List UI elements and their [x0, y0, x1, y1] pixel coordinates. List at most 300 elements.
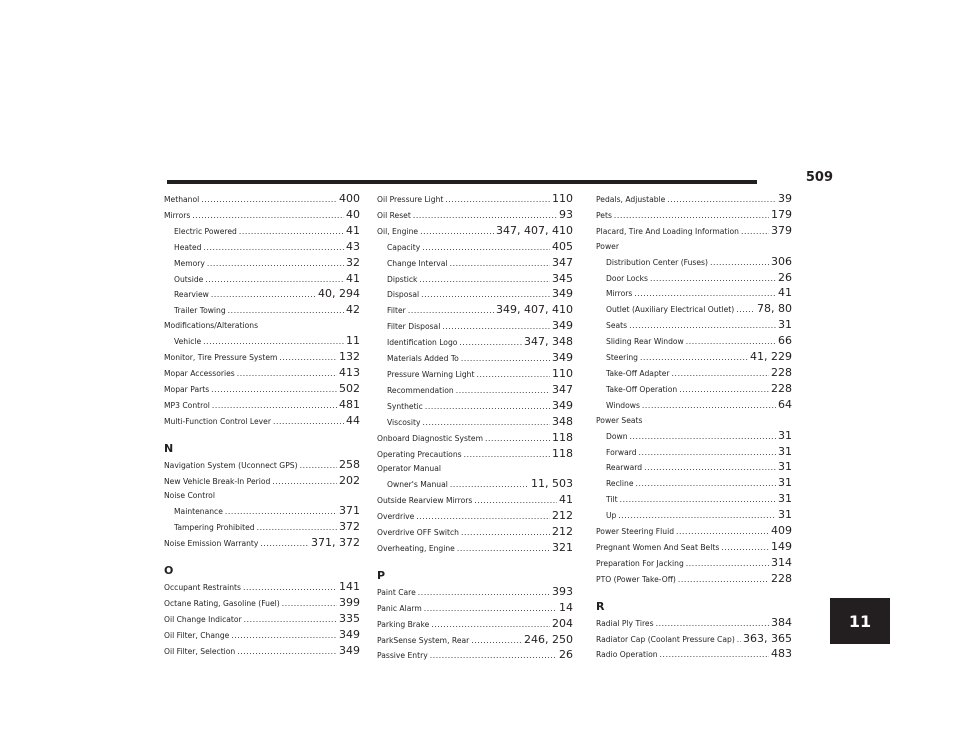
dot-leader: [212, 399, 337, 414]
index-subentry[interactable]: [377, 287, 573, 303]
entry-term: Octane Rating, Gasoline (Fuel): [164, 598, 280, 608]
entry-page-ref[interactable]: 228: [771, 571, 792, 585]
entry-term: Electric Powered: [174, 226, 237, 236]
entry-term: Paint Care: [377, 587, 416, 597]
dot-leader: [205, 273, 344, 288]
index-subentry[interactable]: [164, 256, 360, 272]
dot-leader: [419, 273, 550, 288]
dot-leader: [456, 384, 550, 399]
dot-leader: [243, 581, 337, 596]
entry-page-ref[interactable]: 43: [346, 239, 360, 253]
entry-term: Oil Reset: [377, 210, 411, 220]
index-entry[interactable]: [377, 633, 573, 649]
entry-term: Distribution Center (Fuses): [606, 257, 708, 267]
index-subentry[interactable]: [596, 429, 792, 445]
entry-page-ref[interactable]: 179: [771, 207, 792, 221]
entry-term: Pregnant Women And Seat Belts: [596, 542, 720, 552]
index-entry[interactable]: [377, 585, 573, 601]
dot-leader: [461, 526, 550, 541]
dot-leader: [237, 367, 337, 382]
entry-term: Pets: [596, 210, 612, 220]
index-subentry[interactable]: [164, 272, 360, 288]
dot-leader: [413, 209, 557, 224]
entry-term: Placard, Tire And Loading Information: [596, 226, 739, 236]
dot-leader: [207, 257, 344, 272]
dot-leader: [211, 383, 337, 398]
dot-leader: [461, 352, 550, 367]
dot-leader: [686, 557, 769, 572]
index-entry[interactable]: [596, 616, 792, 632]
entry-page-ref[interactable]: 78, 80: [757, 302, 792, 316]
index-entry[interactable]: [164, 458, 360, 474]
index-subentry[interactable]: [164, 240, 360, 256]
dot-leader: [239, 225, 344, 240]
index-letter-heading: P: [377, 568, 386, 582]
index-entry[interactable]: [596, 414, 792, 429]
entry-page-ref[interactable]: 118: [552, 430, 573, 444]
index-entry[interactable]: [377, 648, 573, 664]
index-entry[interactable]: [377, 493, 573, 509]
dot-leader: [279, 351, 337, 366]
dot-leader: [741, 225, 769, 240]
dot-leader: [736, 303, 755, 318]
entry-page-ref[interactable]: 11, 503: [531, 477, 573, 491]
index-subentry[interactable]: [377, 415, 573, 431]
entry-page-ref[interactable]: 110: [552, 366, 573, 380]
entry-page-ref[interactable]: 349: [552, 287, 573, 301]
entry-term: Rearview: [174, 290, 209, 300]
entry-term: Power Seats: [596, 415, 643, 425]
dot-leader: [273, 415, 344, 430]
entry-term: Passive Entry: [377, 651, 428, 661]
index-letter-heading: R: [596, 599, 605, 613]
entry-page-ref[interactable]: 26: [559, 648, 573, 662]
index-column-2: [377, 192, 573, 664]
index-subentry[interactable]: [596, 350, 792, 366]
entry-term: Vehicle: [174, 337, 202, 347]
index-entry[interactable]: [164, 580, 360, 596]
index-entry[interactable]: [596, 632, 792, 648]
index-entry[interactable]: [377, 208, 573, 224]
entry-page-ref[interactable]: 371, 372: [311, 536, 360, 550]
index-subentry[interactable]: [596, 255, 792, 271]
entry-term: MP3 Control: [164, 400, 210, 410]
dot-leader: [282, 597, 337, 612]
index-entry[interactable]: [377, 617, 573, 633]
entry-page-ref[interactable]: 306: [771, 254, 792, 268]
entry-page-ref[interactable]: 31: [778, 476, 792, 490]
dot-leader: [420, 225, 494, 240]
index-entry[interactable]: [377, 541, 573, 557]
index-subentry[interactable]: [596, 382, 792, 398]
index-entry[interactable]: [596, 240, 792, 255]
entry-term: Recommendation: [387, 385, 454, 395]
section-tab[interactable]: 11: [830, 598, 890, 644]
index-entry[interactable]: [164, 628, 360, 644]
entry-term: Maintenance: [174, 507, 223, 517]
dot-leader: [416, 510, 550, 525]
entry-page-ref[interactable]: 31: [778, 460, 792, 474]
entry-page-ref[interactable]: 11: [346, 334, 360, 348]
index-entry[interactable]: [596, 647, 792, 663]
entry-term: Overheating, Engine: [377, 543, 455, 553]
entry-page-ref[interactable]: 409: [771, 524, 792, 538]
entry-term: Seats: [606, 321, 628, 331]
entry-term: Mopar Accessories: [164, 368, 235, 378]
dot-leader: [650, 272, 776, 287]
index-subentry[interactable]: [377, 399, 573, 415]
index-entry[interactable]: [164, 536, 360, 552]
entry-term: Radial Ply Tires: [596, 618, 654, 628]
entry-term: Identification Logo: [387, 338, 458, 348]
entry-page-ref[interactable]: 31: [778, 318, 792, 332]
dot-leader: [211, 288, 316, 303]
entry-page-ref[interactable]: 141: [339, 580, 360, 594]
index-entry[interactable]: [164, 366, 360, 382]
dot-leader: [679, 383, 769, 398]
index-subentry[interactable]: [164, 334, 360, 350]
entry-page-ref[interactable]: 502: [339, 381, 360, 395]
index-entry[interactable]: [377, 525, 573, 541]
entry-term: Filter: [387, 306, 406, 316]
entry-term: Operating Precautions: [377, 449, 462, 459]
entry-page-ref[interactable]: 349: [339, 643, 360, 657]
index-subentry[interactable]: [164, 303, 360, 319]
entry-page-ref[interactable]: 384: [771, 615, 792, 629]
index-subentry[interactable]: [164, 224, 360, 240]
entry-term: Owner's Manual: [387, 480, 448, 490]
index-entry[interactable]: [596, 192, 792, 208]
entry-term: Occupant Restraints: [164, 583, 241, 593]
index-subentry[interactable]: [596, 492, 792, 508]
entry-page-ref[interactable]: 258: [339, 457, 360, 471]
index-entry[interactable]: [377, 509, 573, 525]
dot-leader: [660, 648, 769, 663]
entry-page-ref[interactable]: 64: [778, 397, 792, 411]
entry-page-ref[interactable]: 371: [339, 504, 360, 518]
dot-leader: [464, 448, 550, 463]
index-subentry[interactable]: [596, 460, 792, 476]
index-subentry[interactable]: [377, 303, 573, 319]
entry-term: Heated: [174, 242, 202, 252]
entry-term: Preparation For Jacking: [596, 558, 684, 568]
entry-page-ref[interactable]: 399: [339, 595, 360, 609]
dot-leader: [203, 335, 344, 350]
index-column-3: [596, 192, 792, 663]
dot-leader: [710, 256, 769, 271]
dot-leader: [634, 287, 776, 302]
entry-term: PTO (Power Take-Off): [596, 574, 676, 584]
index-entry[interactable]: [164, 489, 360, 504]
index-entry[interactable]: [377, 224, 573, 240]
dot-leader: [721, 541, 769, 556]
entry-term: Take-Off Adapter: [606, 368, 670, 378]
entry-page-ref[interactable]: 202: [339, 473, 360, 487]
dot-leader: [629, 319, 776, 334]
index-entry[interactable]: [377, 462, 573, 477]
entry-term: Power: [596, 241, 619, 251]
entry-page-ref[interactable]: 41: [346, 223, 360, 237]
entry-term: Operator Manual: [377, 464, 441, 474]
entry-term: Steering: [606, 353, 639, 363]
index-entry[interactable]: [164, 474, 360, 490]
entry-term: Tampering Prohibited: [174, 523, 255, 533]
entry-page-ref[interactable]: 349: [552, 398, 573, 412]
index-entry[interactable]: [164, 192, 360, 208]
entry-term: Materials Added To: [387, 354, 459, 364]
entry-page-ref[interactable]: 405: [552, 239, 573, 253]
entry-term: Take-Off Operation: [606, 384, 678, 394]
entry-term: Oil Filter, Selection: [164, 646, 236, 656]
index-subentry[interactable]: [377, 477, 573, 493]
entry-page-ref[interactable]: 379: [771, 223, 792, 237]
entry-page-ref[interactable]: 66: [778, 334, 792, 348]
index-entry[interactable]: [377, 192, 573, 208]
entry-term: Recline: [606, 479, 634, 489]
entry-page-ref[interactable]: 400: [339, 192, 360, 205]
entry-term: Outlet (Auxiliary Electrical Outlet): [606, 305, 735, 315]
entry-term: Viscosity: [387, 417, 421, 427]
dot-leader: [431, 618, 550, 633]
index-subentry[interactable]: [596, 318, 792, 334]
entry-term: Tilt: [606, 495, 618, 505]
index-entry[interactable]: [164, 398, 360, 414]
dot-leader: [642, 399, 776, 414]
dot-leader: [672, 367, 769, 382]
entry-page-ref[interactable]: 132: [339, 350, 360, 364]
entry-term: Trailer Towing: [174, 306, 226, 316]
entry-page-ref[interactable]: 413: [339, 365, 360, 379]
entry-page-ref[interactable]: 347, 348: [524, 335, 573, 349]
entry-page-ref[interactable]: 347: [552, 382, 573, 396]
entry-term: Forward: [606, 447, 637, 457]
entry-term: Oil Pressure Light: [377, 195, 444, 204]
entry-page-ref[interactable]: 228: [771, 381, 792, 395]
entry-page-ref[interactable]: 31: [778, 428, 792, 442]
entry-page-ref[interactable]: 204: [552, 616, 573, 630]
entry-term: Oil Filter, Change: [164, 630, 230, 640]
entry-page-ref[interactable]: 212: [552, 525, 573, 539]
entry-page-ref[interactable]: 314: [771, 555, 792, 569]
entry-page-ref[interactable]: 93: [559, 207, 573, 221]
entry-term: Mirrors: [606, 289, 633, 299]
index-entry[interactable]: [164, 414, 360, 430]
index-subentry[interactable]: [377, 319, 573, 335]
index-entry[interactable]: [164, 612, 360, 628]
entry-page-ref[interactable]: 321: [552, 540, 573, 554]
dot-leader: [408, 304, 494, 319]
index-entry[interactable]: [596, 556, 792, 572]
entry-term: Noise Control: [164, 491, 215, 501]
index-entry[interactable]: [596, 208, 792, 224]
entry-term: Noise Emission Warranty: [164, 539, 259, 549]
entry-page-ref[interactable]: 393: [552, 584, 573, 598]
entry-page-ref[interactable]: 40: [346, 207, 360, 221]
entry-term: Down: [606, 431, 628, 441]
entry-page-ref[interactable]: 41: [778, 286, 792, 300]
index-subentry[interactable]: [164, 504, 360, 520]
header-rule: [167, 180, 757, 184]
entry-page-ref[interactable]: 347: [552, 255, 573, 269]
entry-term: Rearward: [606, 463, 643, 473]
index-entry[interactable]: [377, 431, 573, 447]
dot-leader: [425, 400, 550, 415]
entry-page-ref[interactable]: 118: [552, 446, 573, 460]
dot-leader: [231, 629, 337, 644]
entry-page-ref[interactable]: 42: [346, 303, 360, 317]
entry-page-ref[interactable]: 31: [778, 444, 792, 458]
entry-page-ref[interactable]: 481: [339, 397, 360, 411]
index-entry[interactable]: [164, 644, 360, 660]
dot-leader: [630, 430, 776, 445]
dot-leader: [644, 461, 776, 476]
entry-term: Mirrors: [164, 210, 191, 220]
index-entry[interactable]: [164, 208, 360, 224]
dot-leader: [676, 525, 769, 540]
entry-page-ref[interactable]: 31: [778, 508, 792, 522]
dot-leader: [614, 209, 769, 224]
dot-leader: [192, 209, 344, 224]
index-entry[interactable]: [596, 224, 792, 240]
index-subentry[interactable]: [596, 302, 792, 318]
index-subentry[interactable]: [377, 240, 573, 256]
dot-leader: [636, 477, 777, 492]
index-letter-heading: N: [164, 441, 174, 455]
dot-leader: [442, 320, 550, 335]
entry-page-ref[interactable]: 212: [552, 509, 573, 523]
entry-page-ref[interactable]: 348: [552, 414, 573, 428]
index-entry[interactable]: [596, 540, 792, 556]
entry-page-ref[interactable]: 41, 229: [750, 350, 792, 364]
dot-leader: [272, 475, 337, 490]
index-subentry[interactable]: [164, 287, 360, 303]
entry-term: Filter Disposal: [387, 322, 441, 332]
entry-term: Mopar Parts: [164, 384, 210, 394]
entry-page-ref[interactable]: 228: [771, 365, 792, 379]
entry-page-ref[interactable]: 349: [339, 627, 360, 641]
entry-term: Power Steering Fluid: [596, 527, 675, 537]
dot-leader: [228, 304, 344, 319]
entry-page-ref[interactable]: 349: [552, 351, 573, 365]
entry-page-ref[interactable]: 41: [559, 493, 573, 507]
entry-term: Dipstick: [387, 274, 418, 284]
dot-leader: [418, 586, 550, 601]
index-entry[interactable]: [164, 382, 360, 398]
index-subentry[interactable]: [377, 335, 573, 351]
entry-page-ref[interactable]: 246, 250: [524, 632, 573, 646]
index-subentry[interactable]: [596, 286, 792, 302]
dot-leader: [244, 613, 337, 628]
entry-page-ref[interactable]: 347, 407, 410: [496, 223, 573, 237]
dot-leader: [618, 509, 776, 524]
entry-page-ref[interactable]: 349: [552, 319, 573, 333]
entry-page-ref[interactable]: 349, 407, 410: [496, 303, 573, 317]
entry-term: Radiator Cap (Coolant Pressure Cap): [596, 634, 735, 644]
index-subentry[interactable]: [596, 508, 792, 524]
entry-term: Panic Alarm: [377, 603, 422, 613]
entry-term: Capacity: [387, 242, 421, 252]
index-subentry[interactable]: [596, 476, 792, 492]
entry-page-ref[interactable]: 14: [559, 600, 573, 614]
entry-term: Up: [606, 511, 617, 521]
entry-page-ref[interactable]: 149: [771, 539, 792, 553]
entry-term: Pedals, Adjustable: [596, 195, 666, 204]
index-subentry[interactable]: [377, 351, 573, 367]
dot-leader: [686, 335, 776, 350]
index-entry[interactable]: [164, 319, 360, 334]
dot-leader: [260, 537, 309, 552]
index-column-1: [164, 192, 360, 660]
entry-term: Onboard Diagnostic System: [377, 433, 483, 443]
entry-page-ref[interactable]: 110: [552, 192, 573, 205]
entry-page-ref[interactable]: 31: [778, 492, 792, 506]
entry-page-ref[interactable]: 335: [339, 611, 360, 625]
index-subentry[interactable]: [596, 271, 792, 287]
entry-term: Multi-Function Control Lever: [164, 416, 271, 426]
dot-leader: [656, 617, 769, 632]
entry-page-ref[interactable]: 363, 365: [743, 631, 792, 645]
index-subentry[interactable]: [596, 398, 792, 414]
dot-leader: [667, 193, 776, 208]
entry-page-ref[interactable]: 26: [778, 270, 792, 284]
entry-term: Sliding Rear Window: [606, 337, 684, 347]
entry-term: ParkSense System, Rear: [377, 635, 470, 645]
dot-leader: [430, 649, 557, 664]
dot-leader: [422, 241, 550, 256]
entry-page-ref[interactable]: 40, 294: [318, 287, 360, 301]
index-subentry[interactable]: [377, 256, 573, 272]
entry-page-ref[interactable]: 345: [552, 271, 573, 285]
entry-term: Navigation System (Uconnect GPS): [164, 460, 298, 470]
entry-page-ref[interactable]: 372: [339, 520, 360, 534]
index-subentry[interactable]: [377, 383, 573, 399]
index-subentry[interactable]: [377, 272, 573, 288]
entry-page-ref[interactable]: 41: [346, 271, 360, 285]
index-subentry[interactable]: [164, 520, 360, 536]
index-entry[interactable]: [596, 524, 792, 540]
index-subentry[interactable]: [596, 445, 792, 461]
index-entry[interactable]: [377, 601, 573, 617]
dot-leader: [457, 542, 550, 557]
entry-page-ref[interactable]: 483: [771, 647, 792, 661]
dot-leader: [639, 446, 776, 461]
index-subentry[interactable]: [596, 334, 792, 350]
dot-leader: [737, 633, 741, 648]
index-entry[interactable]: [377, 447, 573, 463]
dot-leader: [445, 193, 550, 208]
entry-page-ref[interactable]: 39: [778, 192, 792, 205]
entry-page-ref[interactable]: 44: [346, 413, 360, 427]
index-entry[interactable]: [164, 596, 360, 612]
dot-leader: [450, 257, 550, 272]
index-subentry[interactable]: [596, 366, 792, 382]
index-letter-heading: O: [164, 564, 174, 578]
dot-leader: [459, 336, 522, 351]
dot-leader: [421, 288, 550, 303]
index-entry[interactable]: [164, 350, 360, 366]
entry-page-ref[interactable]: 32: [346, 255, 360, 269]
entry-term: Oil, Engine: [377, 226, 419, 236]
entry-term: Outside Rearview Mirrors: [377, 496, 473, 506]
entry-term: Overdrive OFF Switch: [377, 528, 459, 538]
index-entry[interactable]: [596, 572, 792, 588]
entry-term: Methanol: [164, 195, 200, 204]
entry-term: Outside: [174, 274, 204, 284]
index-subentry[interactable]: [377, 367, 573, 383]
dot-leader: [678, 573, 769, 588]
entry-term: Synthetic: [387, 401, 423, 411]
entry-term: Monitor, Tire Pressure System: [164, 353, 278, 363]
